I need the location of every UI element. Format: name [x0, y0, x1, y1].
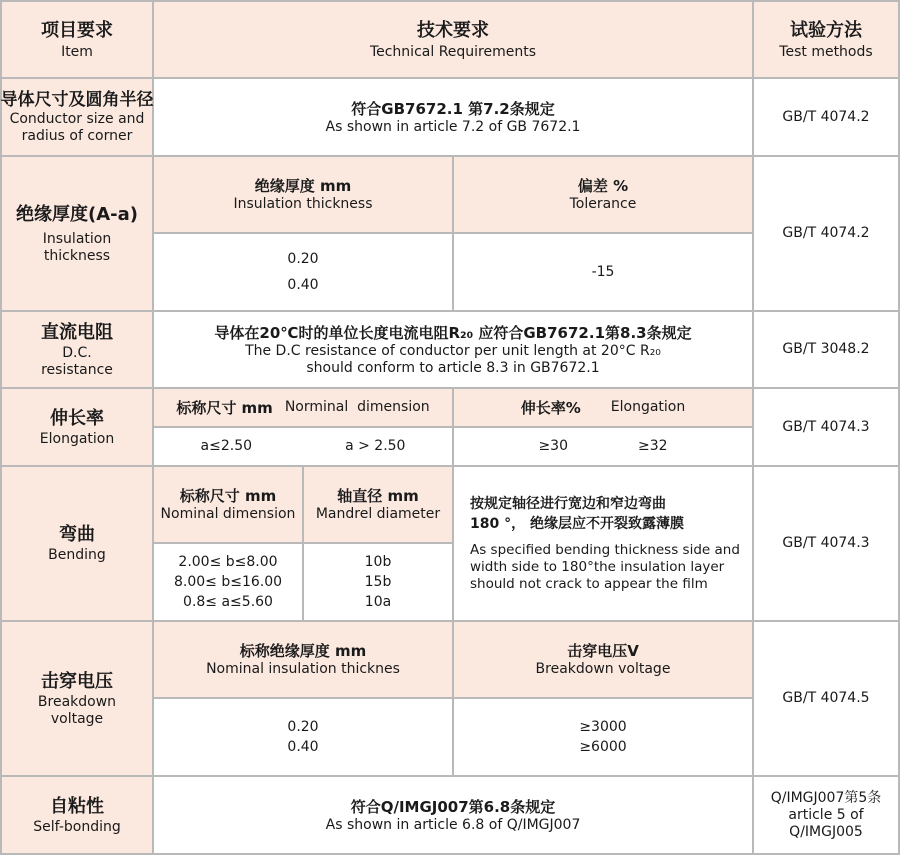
header-requirements: [154, 2, 752, 77]
bending-mandrel-1: 15b: [364, 574, 392, 590]
breakdown-h1: [154, 622, 452, 697]
breakdown-thicknesses: [154, 699, 452, 775]
bending-note: [454, 467, 752, 620]
breakdown-label-zh: 击穿电压: [41, 670, 113, 692]
insulation-tolerance: -15: [591, 263, 615, 280]
bending-label-zh: 弯曲: [59, 524, 95, 545]
breakdown-t2: 0.40: [287, 739, 319, 755]
row-elongation-label: [2, 389, 152, 465]
dc-label-en1: D.C.: [62, 344, 92, 361]
selfbond-label-zh: 自粘性: [50, 795, 104, 817]
elongation-h1-zh: 标称尺寸 mm: [176, 398, 273, 417]
selfbond-test1: Q/IMGJ007第5条: [770, 789, 882, 806]
insulation-val2: 0.40: [287, 277, 319, 293]
bending-dims: [154, 544, 302, 620]
elongation-test: GB/T 4074.3: [782, 418, 870, 435]
elongation-h2-zh: 伸长率%: [520, 398, 581, 417]
header-item-en: Item: [61, 44, 93, 60]
breakdown-h1-en: Nominal insulation thicknes: [206, 661, 400, 677]
breakdown-h2: [454, 622, 752, 697]
breakdown-v2: ≥6000: [579, 739, 627, 755]
conductor-req-en: As shown in article 7.2 of GB 7672.1: [325, 118, 581, 135]
breakdown-h1-zh: 标称绝缘厚度 mm: [239, 642, 367, 660]
breakdown-voltages: [454, 699, 752, 775]
elongation-values: [454, 428, 752, 465]
header-item: [2, 2, 152, 77]
elongation-label-en: Elongation: [39, 430, 115, 447]
bending-h2: [304, 467, 452, 542]
elongation-dims: [154, 428, 452, 465]
conductor-label-zh: 导体尺寸及圆角半径: [0, 90, 154, 110]
row-conductor-label: [2, 79, 152, 155]
insulation-test: GB/T 4074.2: [782, 225, 870, 241]
bending-h1-en: Nominal dimension: [160, 506, 296, 522]
insulation-values: [154, 234, 452, 310]
breakdown-label-en2: voltage: [50, 710, 104, 727]
elongation-h2: [454, 389, 752, 426]
bending-note-en: As specified bending thickness side and width side to 180°the insulation layer should not crack to appear the film: [470, 542, 740, 592]
bending-note-zh1: 按规定轴径进行宽边和窄边弯曲: [470, 496, 666, 512]
selfbond-req-zh: 符合Q/IMGJ007第6.8条规定: [350, 797, 556, 816]
elongation-h1: [154, 389, 452, 426]
insulation-label-en: Insulation thickness: [42, 230, 112, 264]
bending-mandrel-2: 10a: [364, 594, 392, 610]
insulation-col2-header: [454, 157, 752, 232]
insulation-val1: 0.20: [287, 251, 319, 267]
row-bending-label: [2, 467, 152, 620]
header-test-zh: 试验方法: [790, 20, 862, 41]
selfbond-test3: Q/IMGJ005: [789, 823, 863, 840]
breakdown-h2-en: Breakdown voltage: [535, 661, 671, 677]
row-breakdown-label: [2, 622, 152, 775]
insulation-col1-header: [154, 157, 452, 232]
bending-dim-2: 0.8≤ a≤5.60: [183, 594, 273, 610]
insulation-label-zh: 绝缘厚度(A-a): [15, 203, 138, 225]
bending-mandrels: [304, 544, 452, 620]
conductor-test: GB/T 4074.2: [782, 108, 870, 125]
header-req-zh: 技术要求: [417, 20, 489, 41]
bending-note-zh2: 180 °， 绝缘层应不开裂致露薄膜: [470, 516, 684, 532]
insulation-col2-en: Tolerance: [569, 196, 637, 212]
bending-h1: [154, 467, 302, 542]
row-conductor-req: [154, 79, 752, 155]
row-dc-label: [2, 312, 152, 387]
elongation-h1-en: Norminal dimension: [284, 399, 430, 415]
breakdown-test: GB/T 4074.5: [782, 690, 870, 706]
selfbond-test: [754, 777, 898, 853]
bending-test: GB/T 4074.3: [782, 535, 870, 551]
dc-label-en2: resistance: [41, 361, 113, 378]
breakdown-v1: ≥3000: [579, 719, 627, 735]
dc-test: GB/T 3048.2: [782, 341, 870, 357]
dc-label-zh: 直流电阻: [41, 321, 113, 343]
elongation-dim1: a≤2.50: [200, 438, 253, 454]
breakdown-label-en1: Breakdown: [37, 693, 117, 710]
bending-mandrel-0: 10b: [364, 554, 392, 570]
dc-req-en1: The D.C resistance of conductor per unit length at 20°C R₂₀: [245, 342, 661, 359]
breakdown-t1: 0.20: [287, 719, 319, 735]
bending-h2-zh: 轴直径 mm: [337, 487, 419, 505]
row-insulation-label: [2, 157, 152, 310]
insulation-col2-zh: 偏差 %: [577, 177, 629, 195]
insulation-col1-en: Insulation thickness: [233, 196, 373, 212]
selfbond-label-en: Self-bonding: [33, 818, 121, 835]
selfbond-test2: article 5 of: [788, 806, 864, 823]
conductor-label-en: Conductor size and radius of corner: [9, 111, 145, 144]
elongation-dim2: a > 2.50: [345, 438, 406, 454]
elongation-el2: ≥32: [638, 438, 668, 454]
header-test: [754, 2, 898, 77]
bending-h1-zh: 标称尺寸 mm: [179, 487, 277, 505]
dc-req-zh: 导体在20℃时的单位长度电流电阻R₂₀ 应符合GB7672.1第8.3条规定: [214, 323, 692, 342]
breakdown-h2-zh: 击穿电压V: [567, 642, 639, 660]
dc-req-en2: should conform to article 8.3 in GB7672.1: [306, 359, 600, 376]
conductor-req-zh: 符合GB7672.1 第7.2条规定: [351, 99, 555, 118]
elongation-h2-en: Elongation: [610, 399, 686, 415]
elongation-el1: ≥30: [538, 438, 568, 454]
elongation-label-zh: 伸长率: [50, 407, 104, 429]
bending-dim-0: 2.00≤ b≤8.00: [178, 554, 278, 570]
bending-label-en: Bending: [48, 547, 106, 563]
header-req-en: Technical Requirements: [369, 44, 537, 60]
row-selfbond-label: [2, 777, 152, 853]
row-dc-req: [154, 312, 752, 387]
row-selfbond-req: [154, 777, 752, 853]
insulation-col1-zh: 绝缘厚度 mm: [254, 177, 352, 195]
selfbond-req-en: As shown in article 6.8 of Q/IMGJ007: [325, 816, 581, 833]
bending-dim-1: 8.00≤ b≤16.00: [173, 574, 283, 590]
header-test-en: Test methods: [779, 44, 873, 60]
bending-h2-en: Mandrel diameter: [315, 506, 441, 522]
header-item-zh: 项目要求: [41, 20, 113, 41]
